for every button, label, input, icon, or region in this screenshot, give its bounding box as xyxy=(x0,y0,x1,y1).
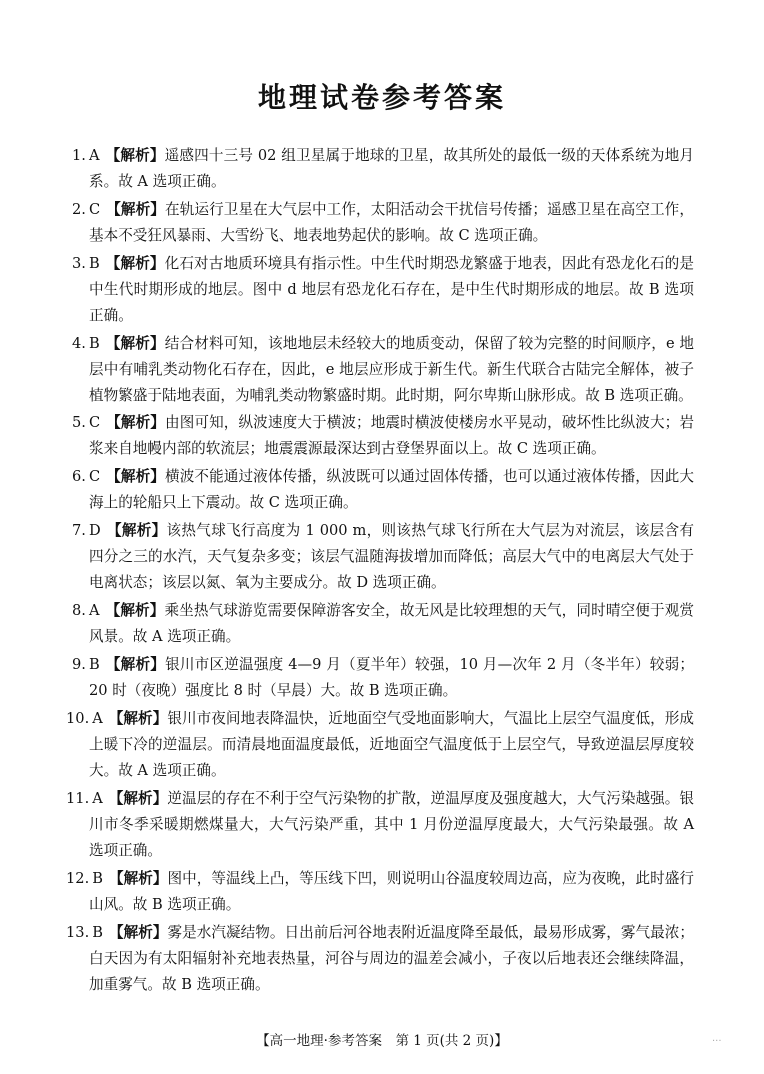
analysis-tag: 【解析】 xyxy=(106,522,167,539)
question-number: 4. xyxy=(72,335,86,352)
question-number: 2. xyxy=(72,201,86,218)
analysis-text: 图中，等温线上凸，等压线下凹，则说明山谷温度较周边高，应为夜晚，此时盛行山风。故 B 选项正确。 xyxy=(89,870,694,913)
answer-item-8 xyxy=(72,598,694,650)
page-title: 地理试卷参考答案 xyxy=(257,81,506,114)
analysis-text: 乘坐热气球游览需要保障游客安全，故无风是比较理想的天气，同时晴空便于观赏风景。故 A 选项正确。 xyxy=(89,602,694,645)
analysis-text: 遥感四十三号 02 组卫星属于地球的卫星，故其所处的最低一级的天体系统为地月系。故 A 选项正确。 xyxy=(89,147,694,190)
question-number: 8. xyxy=(72,602,86,619)
answer-letter: B xyxy=(88,656,100,673)
answer-item-5 xyxy=(72,410,694,462)
answer-item-6 xyxy=(72,464,694,516)
answer-letter: C xyxy=(88,201,101,218)
answer-letter: A xyxy=(88,602,100,619)
answer-letter: C xyxy=(88,468,101,485)
answer-item-9 xyxy=(72,652,694,704)
answer-item-7 xyxy=(72,518,694,596)
question-number: 9. xyxy=(72,656,86,673)
analysis-text: 化石对古地质环境具有指示性。中生代时期恐龙繁盛于地表，因此有恐龙化石的是中生代时期形成的地层。图中 d 地层有恐龙化石存在，是中生代时期形成的地层。故 B 选项正确。 xyxy=(89,255,694,324)
analysis-text: 逆温层的存在不利于空气污染物的扩散，逆温厚度及强度越大，大气污染越强。银川市冬季采暖期燃煤量大，大气污染严重，其中 1 月份逆温厚度最大，大气污染最强。故 A 选项正确。 xyxy=(89,790,694,859)
answer-item-11 xyxy=(66,786,694,864)
answer-item-10 xyxy=(66,706,694,784)
answer-letter: D xyxy=(88,522,101,539)
corner-mark: ... xyxy=(712,1033,722,1044)
answer-item-12 xyxy=(66,866,694,918)
answer-item-3 xyxy=(72,251,694,329)
question-number: 7. xyxy=(72,522,86,539)
answer-letter: B xyxy=(92,870,103,887)
answer-letter: A xyxy=(92,710,103,727)
analysis-tag: 【解析】 xyxy=(106,201,165,218)
question-number: 5. xyxy=(72,414,86,431)
analysis-tag: 【解析】 xyxy=(106,468,165,485)
analysis-tag: 【解析】 xyxy=(108,924,168,941)
analysis-tag: 【解析】 xyxy=(105,656,166,673)
answer-letter: B xyxy=(88,255,100,272)
answer-letter: B xyxy=(92,924,103,941)
analysis-text: 银川市区逆温强度 4—9 月（夏半年）较强，10 月—次年 2 月（冬半年）较弱；20 时（夜晚）强度比 8 时（早晨）大。故 B 选项正确。 xyxy=(89,656,694,699)
analysis-tag: 【解析】 xyxy=(105,335,165,352)
analysis-text: 在轨运行卫星在大气层中工作，太阳活动会干扰信号传播；遥感卫星在高空工作，基本不受狂风暴雨、大雪纷飞、地表地势起伏的影响。故 C 选项正确。 xyxy=(89,201,694,244)
question-number: 12. xyxy=(66,870,90,887)
analysis-tag: 【解析】 xyxy=(106,414,165,431)
answer-item-13 xyxy=(66,920,694,998)
analysis-text: 由图可知，纵波速度大于横波；地震时横波使楼房水平晃动，破坏性比纵波大；岩浆来自地幔内部的软流层；地震震源最深达到古登堡界面以上。故 C 选项正确。 xyxy=(89,414,694,457)
analysis-tag: 【解析】 xyxy=(108,710,168,727)
analysis-text: 银川市夜间地表降温快，近地面空气受地面影响大，气温比上层空气温度低，形成上暖下冷的逆温层。而清晨地面温度最低，近地面空气温度低于上层空气，导致逆温层厚度较大。故 A 选项正确。 xyxy=(89,710,694,779)
question-number: 11. xyxy=(66,790,90,807)
page-footer: 【高一地理·参考答案 第 1 页(共 2 页)】 xyxy=(256,1033,508,1049)
question-number: 3. xyxy=(72,255,86,272)
analysis-text: 横波不能通过液体传播，纵波既可以通过固体传播，也可以通过液体传播，因此大海上的轮船只上下震动。故 C 选项正确。 xyxy=(89,468,694,511)
analysis-tag: 【解析】 xyxy=(105,255,165,272)
analysis-text: 雾是水汽凝结物。日出前后河谷地表附近温度降至最低，最易形成雾，雾气最浓；白天因为有太阳辐射补充地表热量，河谷与周边的温差会减小，子夜以后地表还会继续降温，加重雾气。故 B 选项正确。 xyxy=(89,924,694,993)
answer-letter: B xyxy=(88,335,100,352)
analysis-tag: 【解析】 xyxy=(105,602,165,619)
answer-letter: C xyxy=(88,414,101,431)
analysis-tag: 【解析】 xyxy=(105,147,165,164)
question-number: 6. xyxy=(72,468,86,485)
analysis-text: 该热气球飞行高度为 1 000 m，则该热气球飞行所在大气层为对流层，该层含有四分之三的水汽，天气复杂多变；该层气温随海拔增加而降低；高层大气中的电离层大气处于电离状态；该层以氮、氧为主要成分。故 D 选项正确。 xyxy=(89,522,694,591)
question-number: 13. xyxy=(66,924,90,941)
question-number: 10. xyxy=(66,710,90,727)
answer-item-2 xyxy=(72,197,694,249)
answer-letter: A xyxy=(88,147,100,164)
analysis-tag: 【解析】 xyxy=(108,790,168,807)
answer-letter: A xyxy=(92,790,103,807)
answer-item-1 xyxy=(72,143,694,195)
analysis-text: 结合材料可知，该地地层未经较大的地质变动，保留了较为完整的时间顺序，e 地层中有哺乳类动物化石存在，因此，e 地层应形成于新生代。新生代联合古陆完全解体，被子植物繁盛于陆地表面，为哺乳类动物繁盛时期。此时期，阿尔卑斯山脉形成。故 B 选项正确。 xyxy=(89,335,694,404)
answer-item-4 xyxy=(72,331,694,409)
analysis-tag: 【解析】 xyxy=(108,870,168,887)
question-number: 1. xyxy=(72,147,86,164)
